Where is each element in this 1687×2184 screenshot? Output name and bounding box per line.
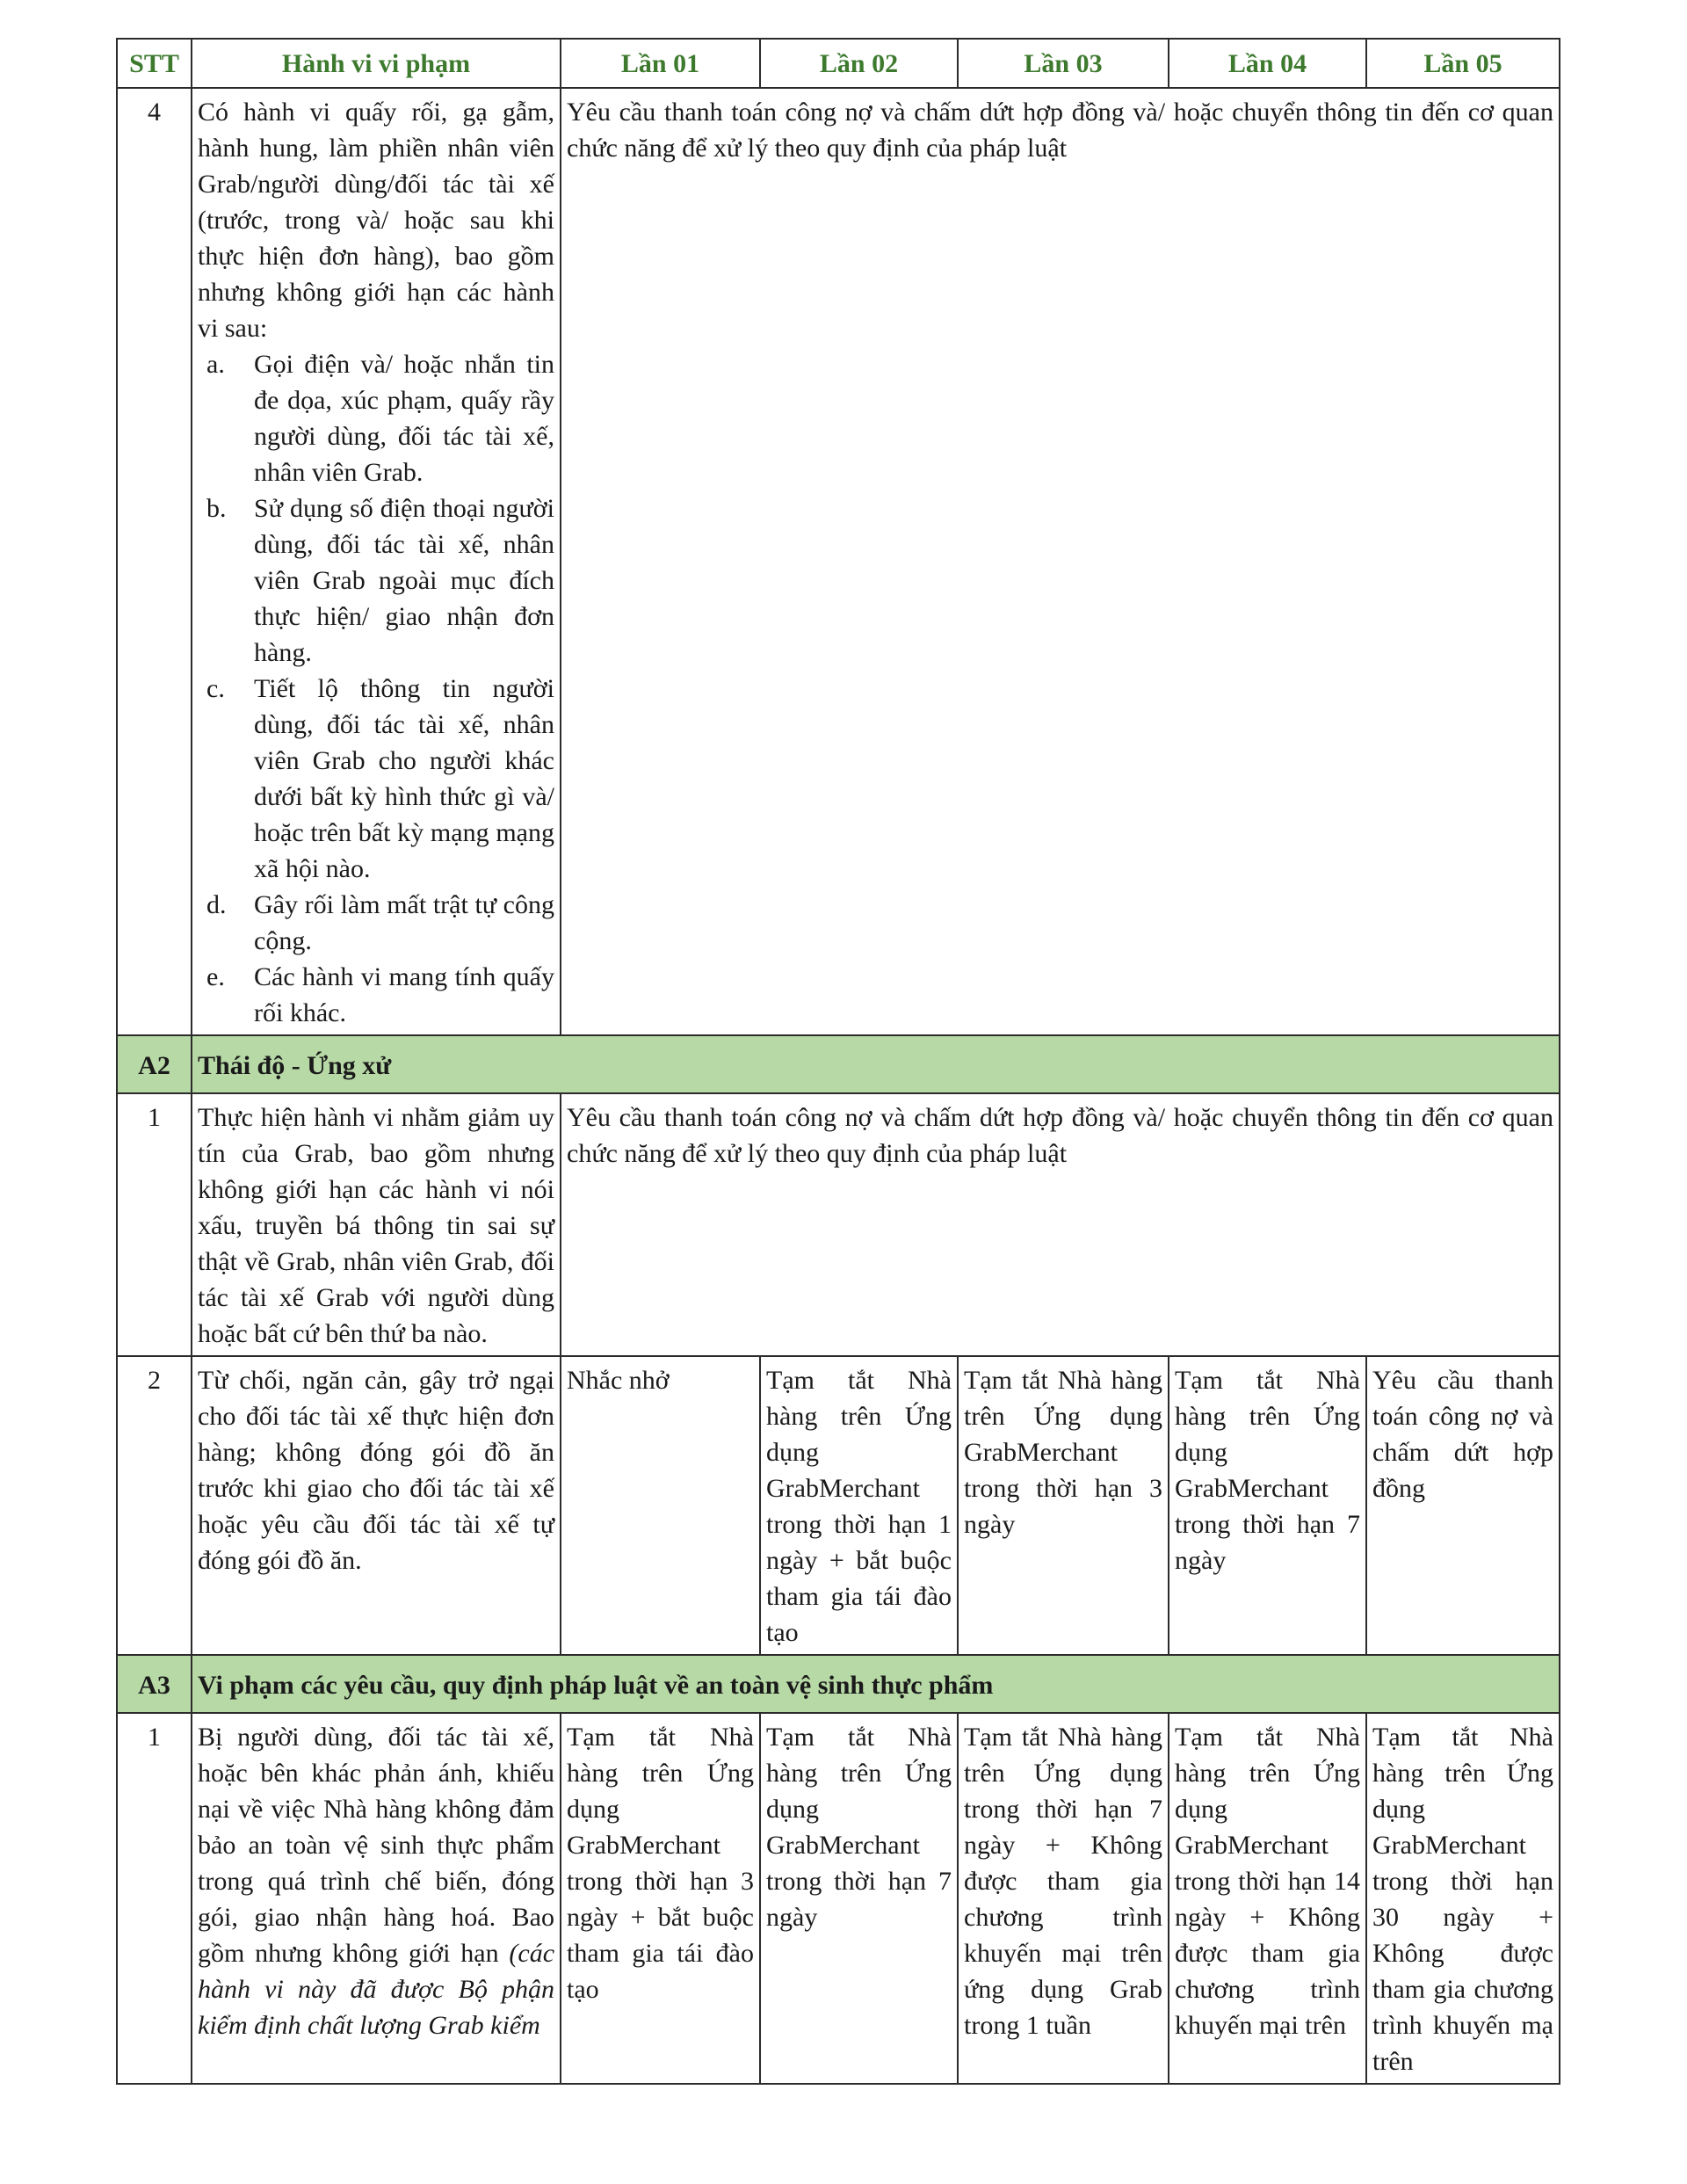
row-stt: 4 bbox=[117, 88, 192, 1035]
penalty-lan-02: Tạm tắt Nhà hàng trên Ứng dụng GrabMerchant trong thời hạn 1 ngày + bắt buộc tham gia tái đào tạo bbox=[760, 1356, 958, 1655]
list-item bbox=[198, 490, 554, 671]
section-code: A2 bbox=[117, 1035, 192, 1093]
section-title: Thái độ - Ứng xử bbox=[192, 1035, 1560, 1093]
table-row bbox=[117, 1356, 1560, 1655]
list-marker: b. bbox=[206, 494, 227, 523]
header-lan-05: Lần 05 bbox=[1366, 39, 1560, 88]
list-marker: d. bbox=[206, 890, 227, 919]
header-violation: Hành vi vi phạm bbox=[192, 39, 561, 88]
penalty-lan-03: Tạm tắt Nhà hàng trên Ứng dụng trong thời hạn 7 ngày + Không được tham gia chương trình khuyến mại trên ứng dụng Grab trong 1 tuần bbox=[958, 1713, 1169, 2084]
section-row-a2 bbox=[117, 1035, 1560, 1093]
penalty-lan-05: Yêu cầu thanh toán công nợ và chấm dứt hợp đồng bbox=[1366, 1356, 1560, 1655]
penalty-merged: Yêu cầu thanh toán công nợ và chấm dứt hợp đồng và/ hoặc chuyển thông tin đến cơ quan chức năng để xử lý theo quy định của pháp luật bbox=[561, 1093, 1560, 1356]
penalty-lan-01: Tạm tắt Nhà hàng trên Ứng dụng GrabMerchant trong thời hạn 3 ngày + bắt buộc tham gia tái đào tạo bbox=[561, 1713, 760, 2084]
header-lan-04: Lần 04 bbox=[1169, 39, 1366, 88]
list-item bbox=[198, 346, 554, 490]
section-code: A3 bbox=[117, 1655, 192, 1713]
header-lan-01: Lần 01 bbox=[561, 39, 760, 88]
list-item bbox=[198, 959, 554, 1031]
list-item-text: Gây rối làm mất trật tự công cộng. bbox=[254, 890, 554, 955]
section-row-a3 bbox=[117, 1655, 1560, 1713]
row-stt: 1 bbox=[117, 1713, 192, 2084]
description-text: Bị người dùng, đối tác tài xế, hoặc bên khác phản ánh, khiếu nại về việc Nhà hàng không đảm bảo an toàn vệ sinh thực phẩm trong quá trình chế biến, đóng gói, giao nhận hàng hoá. Bao gồm nhưng không giới hạn bbox=[198, 1723, 554, 1968]
list-item-text: Sử dụng số điện thoại người dùng, đối tác tài xế, nhân viên Grab ngoài mục đích thực hiện/ giao nhận đơn hàng. bbox=[254, 494, 554, 667]
list-item bbox=[198, 887, 554, 959]
header-lan-03: Lần 03 bbox=[958, 39, 1169, 88]
description-intro: Có hành vi quấy rối, gạ gẫm, hành hung, làm phiền nhân viên Grab/người dùng/đối tác tài xế (trước, trong và/ hoặc sau khi thực hiện đơn hàng), bao gồm nhưng không giới hạn các hành vi sau: bbox=[198, 98, 554, 343]
penalty-merged: Yêu cầu thanh toán công nợ và chấm dứt hợp đồng và/ hoặc chuyển thông tin đến cơ quan chức năng để xử lý theo quy định của pháp luật bbox=[561, 88, 1560, 1035]
penalty-lan-05: Tạm tắt Nhà hàng trên Ứng dụng GrabMerchant trong thời hạn 30 ngày + Không được tham gia chương trình khuyến mạ trên bbox=[1366, 1713, 1560, 2084]
violation-description bbox=[192, 88, 561, 1035]
header-lan-02: Lần 02 bbox=[760, 39, 958, 88]
list-item bbox=[198, 671, 554, 887]
violation-description: Thực hiện hành vi nhằm giảm uy tín của Grab, bao gồm nhưng không giới hạn các hành vi nói xấu, truyền bá thông tin sai sự thật về Grab, nhân viên Grab, đối tác tài xế Grab với người dùng hoặc bất cứ bên thứ ba nào. bbox=[192, 1093, 561, 1356]
row-stt: 1 bbox=[117, 1093, 192, 1356]
table-row bbox=[117, 1093, 1560, 1356]
penalty-lan-01: Nhắc nhở bbox=[561, 1356, 760, 1655]
violation-table bbox=[116, 38, 1560, 2085]
header-row bbox=[117, 39, 1560, 88]
header-stt: STT bbox=[117, 39, 192, 88]
row-stt: 2 bbox=[117, 1356, 192, 1655]
violation-description bbox=[192, 1713, 561, 2084]
section-title: Vi phạm các yêu cầu, quy định pháp luật về an toàn vệ sinh thực phẩm bbox=[192, 1655, 1560, 1713]
list-item-text: Các hành vi mang tính quấy rối khác. bbox=[254, 962, 554, 1027]
penalty-lan-04: Tạm tắt Nhà hàng trên Ứng dụng GrabMerchant trong thời hạn 7 ngày bbox=[1169, 1356, 1366, 1655]
penalty-lan-03: Tạm tắt Nhà hàng trên Ứng dụng GrabMerchant trong thời hạn 3 ngày bbox=[958, 1356, 1169, 1655]
list-marker: c. bbox=[206, 674, 225, 703]
table-row bbox=[117, 88, 1560, 1035]
list-marker: a. bbox=[206, 350, 225, 379]
table-row bbox=[117, 1713, 1560, 2084]
penalty-lan-02: Tạm tắt Nhà hàng trên Ứng dụng GrabMerchant trong thời hạn 7 ngày bbox=[760, 1713, 958, 2084]
sub-item-list bbox=[198, 346, 554, 1031]
list-item-text: Tiết lộ thông tin người dùng, đối tác tài xế, nhân viên Grab cho người khác dưới bất kỳ hình thức gì và/ hoặc trên bất kỳ mạng mạng xã hội nào. bbox=[254, 674, 554, 883]
list-marker: e. bbox=[206, 962, 225, 991]
penalty-lan-04: Tạm tắt Nhà hàng trên Ứng dụng GrabMerchant trong thời hạn 14 ngày + Không được tham gia chương trình khuyến mại trên bbox=[1169, 1713, 1366, 2084]
violation-description: Từ chối, ngăn cản, gây trở ngại cho đối tác tài xế thực hiện đơn hàng; không đóng gói đồ ăn trước khi giao cho đối tác tài xế hoặc yêu cầu đối tác tài xế tự đóng gói đồ ăn. bbox=[192, 1356, 561, 1655]
description-italic-note: (các hành vi này đã được Bộ phận kiểm định chất lượng Grab kiểm bbox=[198, 1939, 555, 2040]
list-item-text: Gọi điện và/ hoặc nhắn tin đe dọa, xúc phạm, quấy rầy người dùng, đối tác tài xế, nhân viên Grab. bbox=[254, 350, 554, 487]
